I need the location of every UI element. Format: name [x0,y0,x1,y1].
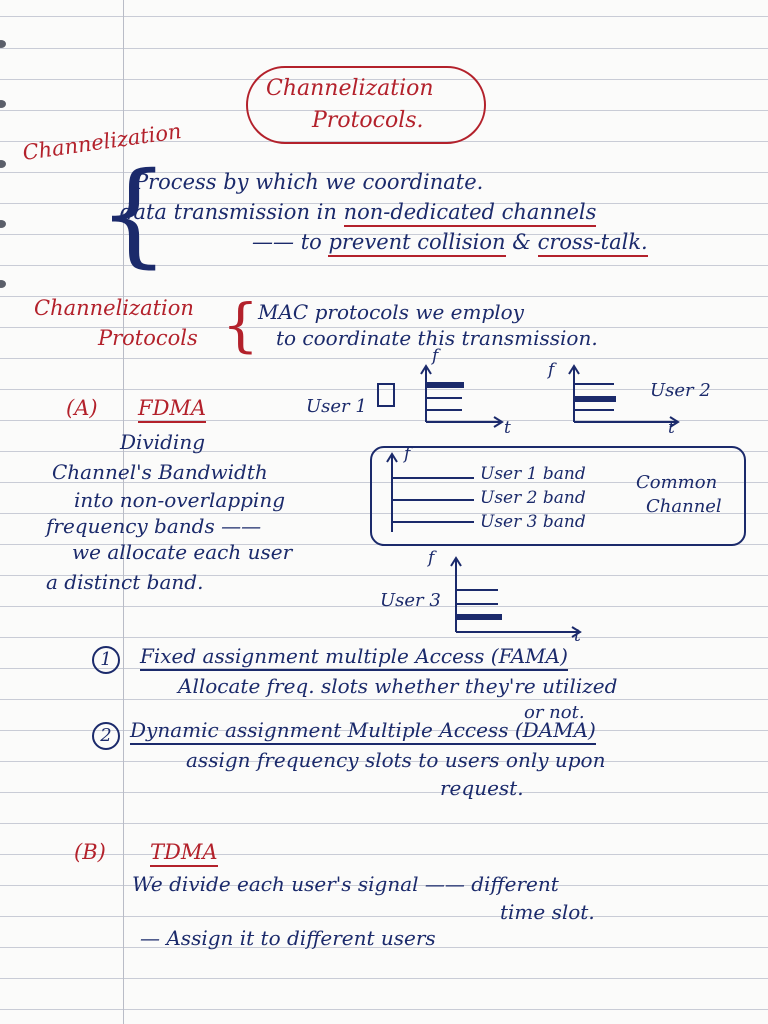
user1-axis-f: f [432,346,439,366]
binding-hole [0,160,6,168]
user1-band-graph [420,360,510,430]
binding-hole [0,220,6,228]
definition-brace: { [98,149,170,279]
user3-band-graph [450,552,590,642]
page-title-line1: Channelization [266,76,434,101]
highlight-prevent-collision: prevent collision [328,230,505,257]
definition-dash: —— [252,230,294,254]
user1-label: User 1 [306,396,367,417]
common-channel-graph [384,448,484,538]
fama-desc-2: or not. [524,702,585,723]
fdma-desc-2: Channel's Bandwidth [52,460,268,484]
definition-term: Channelization [21,118,183,166]
tdma-line2: time slot. [500,900,595,924]
fdma-desc-5: we allocate each user [72,540,293,564]
user3-axis-t: t [574,626,581,646]
common-axis-f: f [404,444,411,464]
highlight-cross-talk: cross-talk. [538,230,648,257]
user3-label: User 3 [380,590,441,611]
fama-title: Fixed assignment multiple Access (FAMA) [140,644,568,671]
dama-number: 2 [92,722,120,750]
fama-number: 1 [92,646,120,674]
user2-axis-t: t [668,418,675,438]
user2-axis-f: f [548,360,555,380]
fdma-desc-4: frequency bands —— [46,514,262,538]
tdma-label: (B) [74,840,106,864]
binding-hole [0,280,6,288]
dama-desc-2: request. [440,776,524,800]
user3-axis-f: f [428,548,435,568]
page-title-line2: Protocols. [312,108,424,133]
user2-label: User 2 [650,380,711,401]
binding-hole [0,40,6,48]
fdma-desc-1: Dividing [120,430,206,454]
band-label-user1: User 1 band [480,464,586,484]
fama-desc-1: Allocate freq. slots whether they're utilized [178,674,618,698]
tdma-line1: We divide each user's signal —— different [132,872,559,896]
fdma-desc-3: into non-overlapping [74,488,286,512]
definition-line3 [252,230,648,254]
fdma-label: (A) [66,396,98,420]
definition-line1: Process by which we coordinate. [134,170,484,194]
definition-line3-text: to [300,230,329,254]
common-channel-label-1: Common [636,472,718,493]
fdma-title: FDMA [138,396,206,423]
common-channel-label-2: Channel [646,496,722,517]
dama-title: Dynamic assignment Multiple Access (DAMA) [130,718,596,745]
definition-line2-text: data transmission in [120,200,344,224]
dama-desc-1: assign frequency slots to users only upon [186,748,606,772]
band-label-user2: User 2 band [480,488,586,508]
protocols-line1: MAC protocols we employ [258,300,524,324]
highlight-non-dedicated: non-dedicated channels [344,200,597,227]
band-label-user3: User 3 band [480,512,586,532]
definition-ampersand: & [505,230,538,254]
protocols-line2: to coordinate this transmission. [276,326,598,350]
protocols-term-line1: Channelization [34,296,194,320]
tdma-line3: — Assign it to different users [140,926,436,950]
fdma-desc-6: a distinct band. [46,570,204,594]
definition-line2 [120,200,596,224]
user1-device-icon [376,380,396,410]
protocols-term-line2: Protocols [98,326,198,350]
binding-hole [0,100,6,108]
protocols-brace: { [222,291,259,359]
user1-axis-t: t [504,418,511,438]
tdma-title: TDMA [150,840,218,867]
